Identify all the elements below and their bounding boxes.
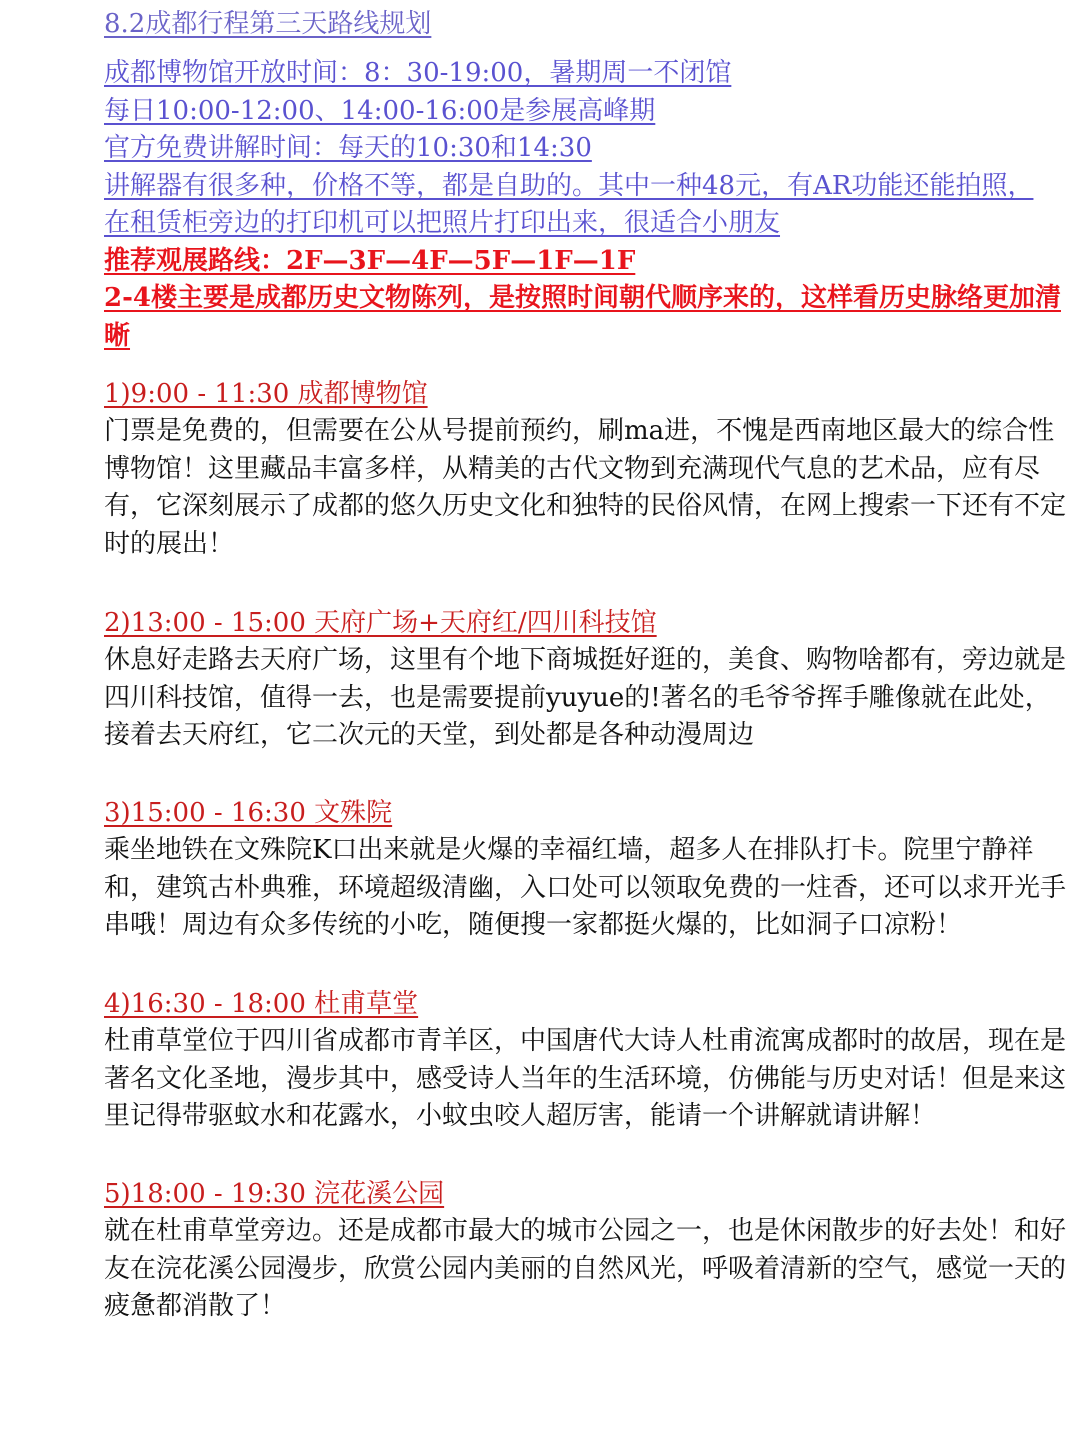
- section-body: 乘坐地铁在文殊院K口出来就是火爆的幸福红墙，超多人在排队打卡。院里宁静祥和，建筑古朴典雅，环境超级清幽，入口处可以领取免费的一炷香，还可以求开光手串哦！周边有众多传统的小吃，随便搜一家都挺火爆的，比如洞子口凉粉！: [104, 835, 1067, 940]
- note-opening-hours: 成都博物馆开放时间：8：30-19:00，暑期周一不闭馆: [104, 58, 732, 88]
- note-peak-hours: 每日10:00-12:00、14:00-16:00是参展高峰期: [104, 95, 656, 126]
- section-heading: 5)18:00 - 19:30 浣花溪公园: [104, 1179, 445, 1209]
- section-body: 杜甫草堂位于四川省成都市青羊区，中国唐代大诗人杜甫流寓成都时的故居，现在是著名文化圣地，漫步其中，感受诗人当年的生活环境，仿佛能与历史对话！但是来这里记得带驱蚊水和花露水，小蚊虫咬人超厉害，能请一个讲解就请讲解！: [104, 1026, 1067, 1131]
- section-heading: 2)13:00 - 15:00 天府广场+天府红/四川科技馆: [104, 608, 657, 638]
- note-free-guide: 官方免费讲解时间：每天的10:30和14:30: [104, 133, 592, 163]
- note-photo-print: 在租赁柜旁边的打印机可以把照片打印出来，很适合小朋友: [104, 208, 781, 238]
- section-tianfu-square: [104, 604, 1070, 755]
- museum-notes: [104, 55, 1070, 355]
- section-heading: 4)16:30 - 18:00 杜甫草堂: [104, 989, 419, 1019]
- section-heading: 1)9:00 - 11:30 成都博物馆: [104, 379, 428, 409]
- section-huanhuaxi-park: [104, 1175, 1070, 1326]
- section-heading: 3)15:00 - 16:30 文殊院: [104, 798, 393, 828]
- note-recommended-route: 推荐观展路线：2F—3F—4F—5F—1F—1F: [104, 245, 636, 276]
- note-audio-guide: 讲解器有很多种，价格不等，都是自助的。其中一种48元，有AR功能还能拍照，: [104, 170, 1034, 201]
- section-du-fu-cottage: [104, 985, 1070, 1136]
- page-title: 8.2成都行程第三天路线规划: [104, 9, 432, 39]
- note-route-detail: 2-4楼主要是成都历史文物陈列，是按照时间朝代顺序来的，这样看历史脉络更加清晰: [104, 283, 1061, 351]
- section-chengdu-museum: [104, 375, 1070, 563]
- section-wenshu-monastery: [104, 794, 1070, 945]
- section-body: 门票是免费的，但需要在公从号提前预约，刷ma进，不愧是西南地区最大的综合性博物馆！这里藏品丰富多样，从精美的古代文物到充满现代气息的艺术品，应有尽有，它深刻展示了成都的悠久历史文化和独特的民俗风情，在网上搜索一下还有不定时的展出！: [104, 416, 1067, 559]
- section-body: 休息好走路去天府广场，这里有个地下商城挺好逛的，美食、购物啥都有，旁边就是四川科技馆，值得一去，也是需要提前yuyue的!著名的毛爷爷挥手雕像就在此处，接着去天府红，它二次元的天堂，到处都是各种动漫周边: [104, 645, 1067, 750]
- section-body: 就在杜甫草堂旁边。还是成都市最大的城市公园之一，也是休闲散步的好去处！和好友在浣花溪公园漫步，欣赏公园内美丽的自然风光，呼吸着清新的空气，感觉一天的疲惫都消散了！: [104, 1216, 1067, 1321]
